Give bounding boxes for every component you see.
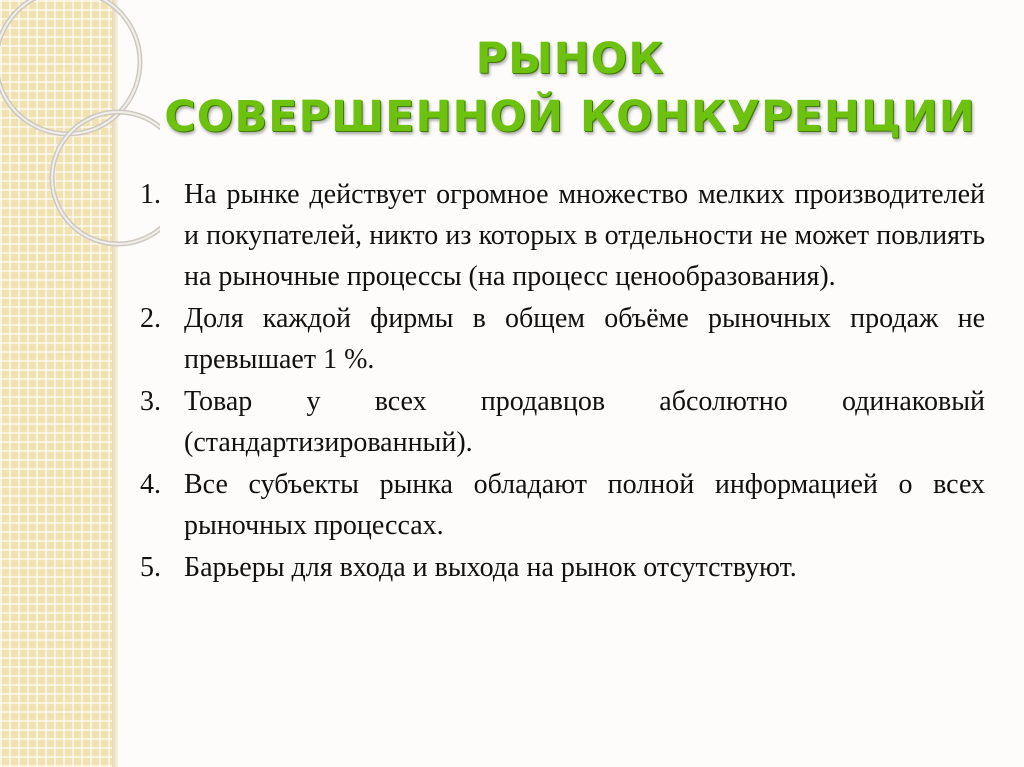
list-item-text: Барьеры для входа и выхода на рынок отсутствуют. [184, 552, 797, 583]
list-item [140, 174, 985, 297]
list-item-text: Доля каждой фирмы в общем объёме рыночных продаж не превышает 1 %. [184, 303, 985, 375]
list-item-text: Все субъекты рынка обладают полной информацией о всех рыночных процессах. [184, 469, 985, 541]
features-list [140, 174, 985, 589]
list-item-text: Товар у всех продавцов абсолютно одинаковый (стандартизированный). [184, 386, 985, 458]
list-item-number: 2. [140, 303, 161, 334]
title-line-2: СОВЕРШЕННОЙ КОНКУРЕНЦИИ [164, 92, 976, 142]
list-item-text: На рынке действует огромное множество мелких производителей и покупателей, никто из которых в отдельности не может повлиять на рыночные процессы (на процесс ценообразования). [184, 179, 985, 292]
list-item [140, 547, 985, 588]
list-item-number: 5. [140, 552, 161, 583]
list-item-number: 4. [140, 469, 161, 500]
list-item-number: 3. [140, 386, 161, 417]
list-item [140, 298, 985, 380]
decorative-circles [0, 0, 160, 300]
list-item [140, 464, 985, 546]
slide-title [150, 30, 990, 146]
list-item-number: 1. [140, 179, 161, 210]
list-item [140, 381, 985, 463]
title-line-1: РЫНОК [475, 34, 665, 84]
